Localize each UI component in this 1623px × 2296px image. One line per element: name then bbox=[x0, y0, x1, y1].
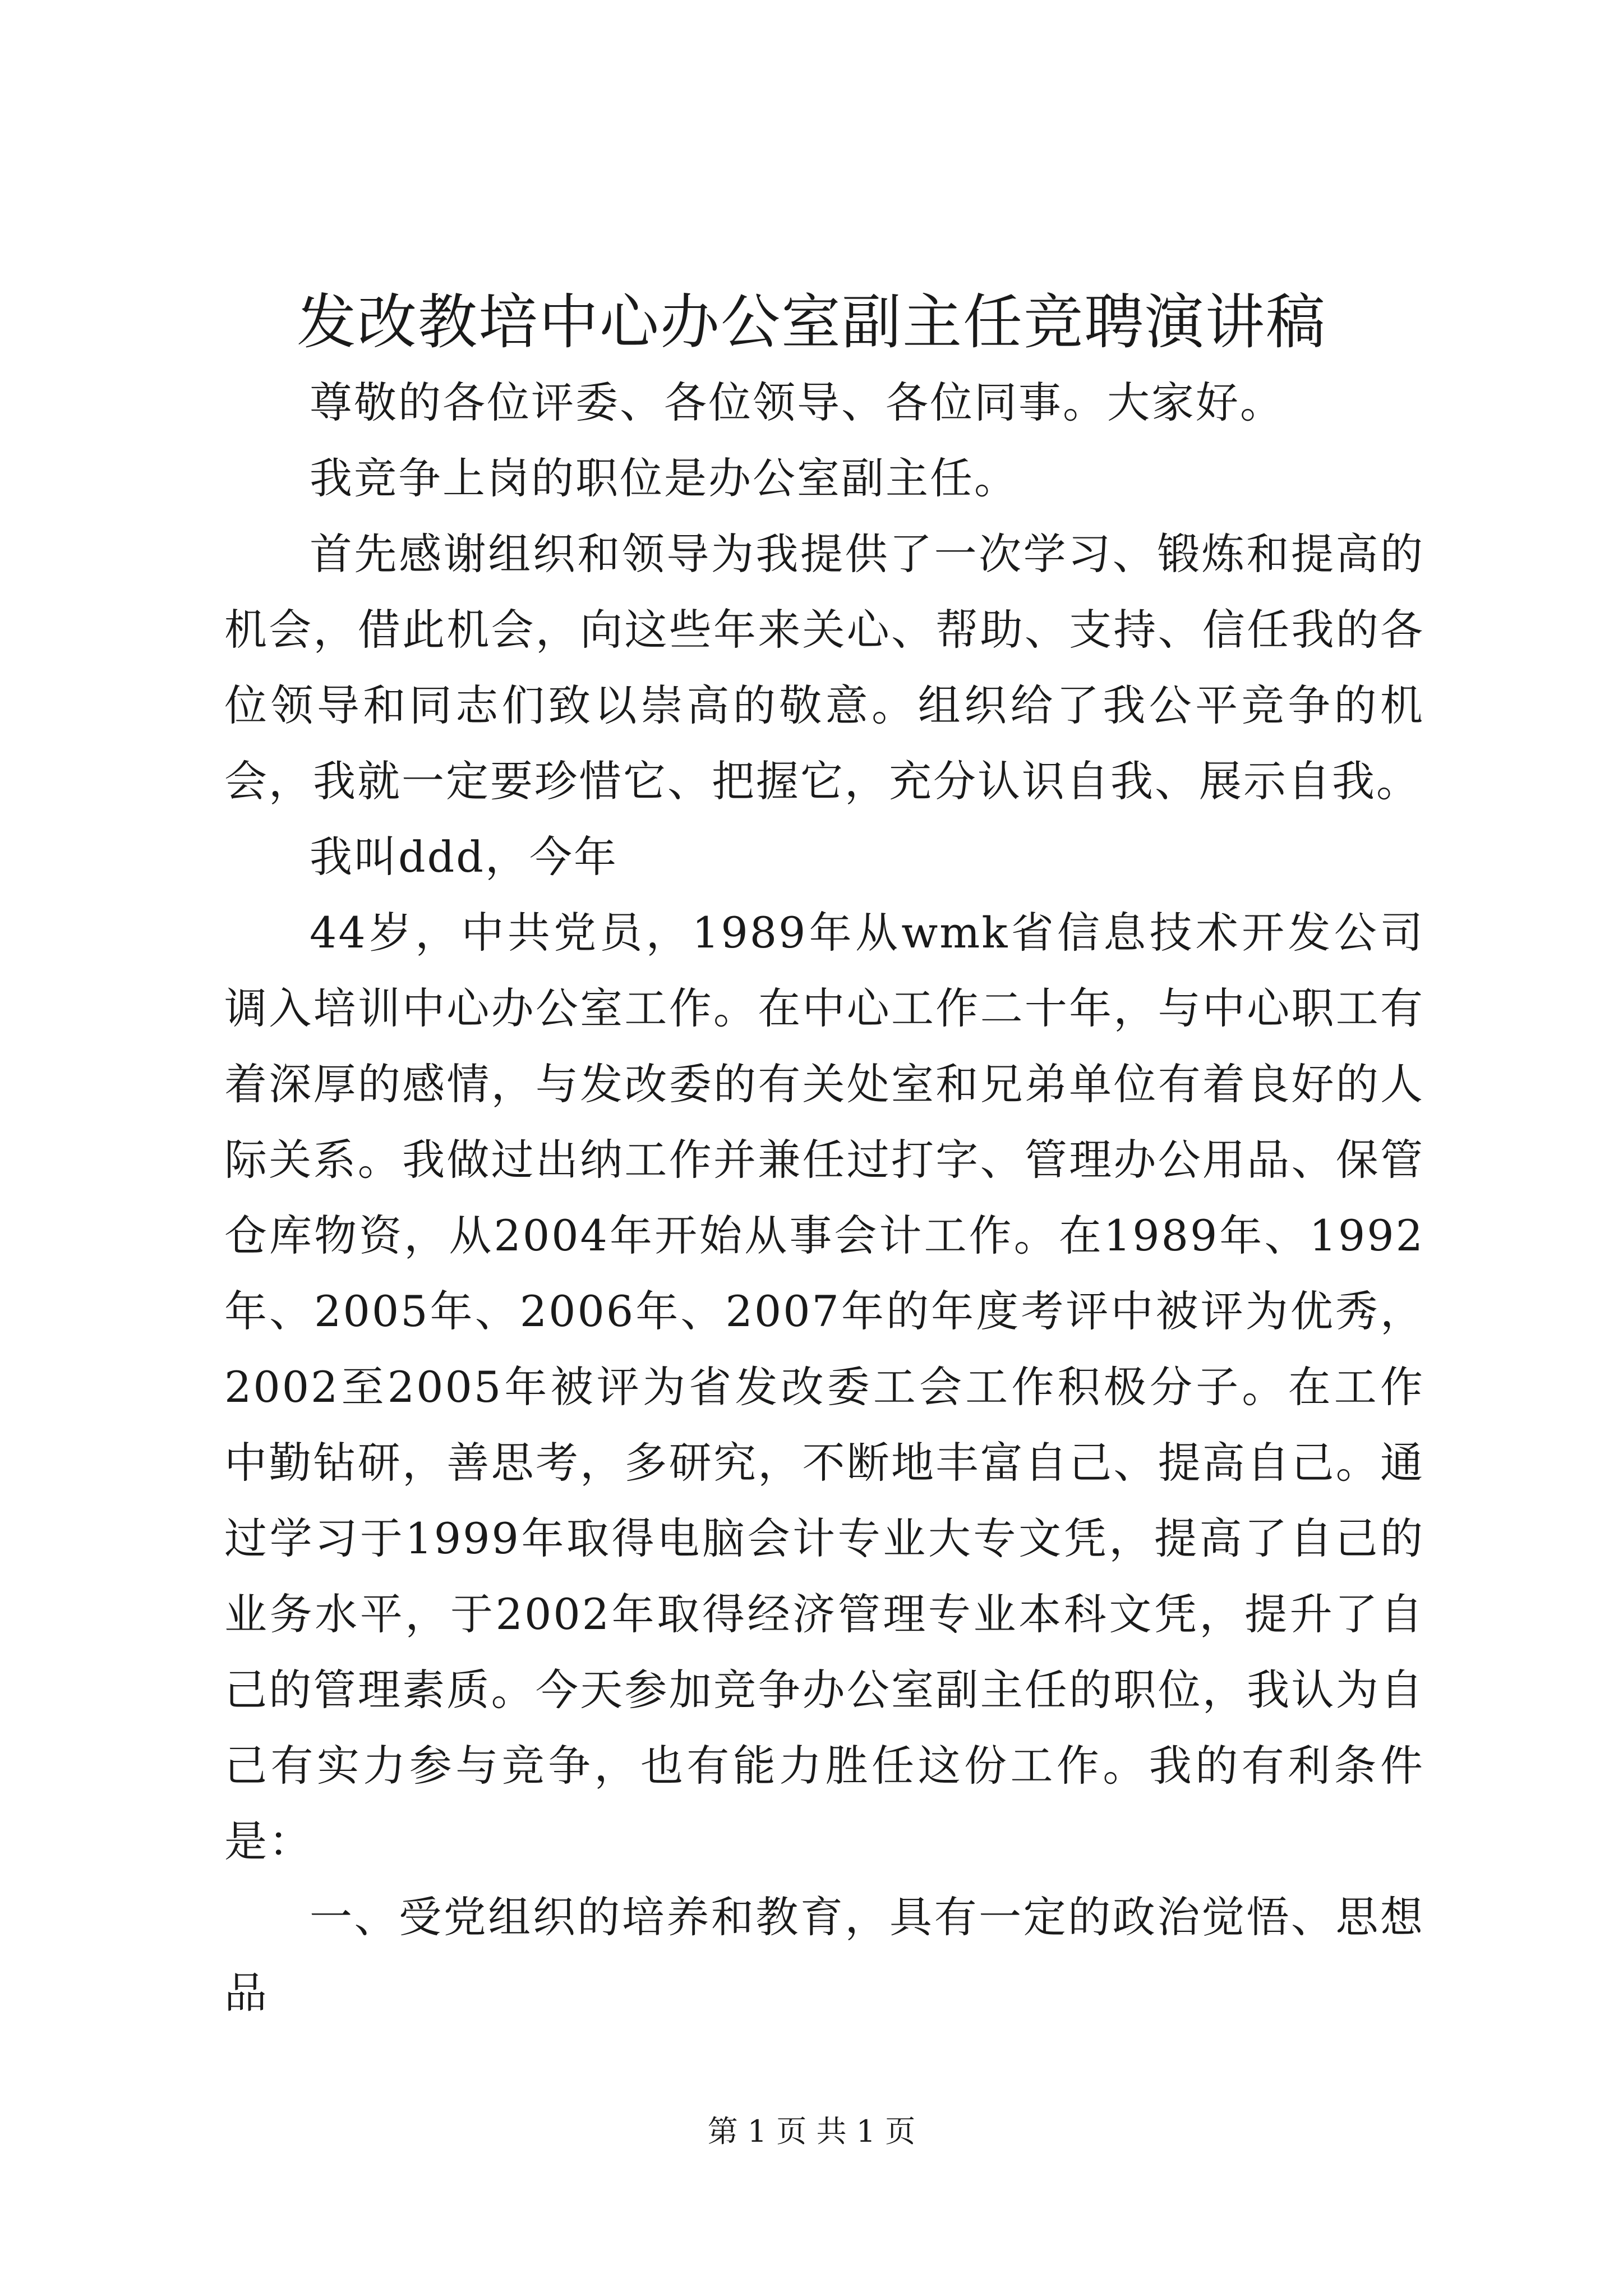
page-number-footer: 第 1 页 共 1 页 bbox=[707, 2114, 916, 2149]
paragraph-position: 我竞争上岗的职位是办公室副主任。 bbox=[310, 453, 1018, 503]
document-body bbox=[224, 365, 1424, 2031]
paragraph-thanks: 首先感谢组织和领导为我提供了一次学习、锻炼和提高的机会，借此机会，向这些年来关心、帮助、支持、信任我的各位领导和同志们致以崇高的敬意。组织给了我公平竞争的机会，我就一定要珍惜它、把握它，充分认识自我、展示自我。 bbox=[224, 529, 1424, 806]
document-title: 发改教培中心办公室副主任竞聘演讲稿 bbox=[297, 288, 1326, 357]
paragraph-background: 44岁，中共党员，1989年从wmk省信息技术开发公司调入培训中心办公室工作。在中心工作二十年，与中心职工有着深厚的感情，与发改委的有关处室和兄弟单位有着良好的人际关系。我做过出纳工作并兼任过打字、管理办公用品、保管仓库物资，从2004年开始从事会计工作。在1989年、1992年、2005年、2006年、2007年的年度考评中被评为优秀，2002至2005年被评为省发改委工会工作积极分子。在工作中勤钻研，善思考，多研究，不断地丰富自己、提高自己。通过学习于1999年取得电脑会计专业大专文凭，提高了自己的业务水平，于2002年取得经济管理专业本科文凭，提升了自己的管理素质。今天参加竞争办公室副主任的职位，我认为自己有实力参与竞争，也有能力胜任这份工作。我的有利条件是： bbox=[224, 908, 1424, 1866]
paragraph-greeting: 尊敬的各位评委、各位领导、各位同事。大家好。 bbox=[310, 378, 1284, 427]
paragraph-condition-one: 一、受党组织的培养和教育，具有一定的政治觉悟、思想品 bbox=[224, 1892, 1424, 2018]
paragraph-name: 我叫ddd，今年 bbox=[310, 832, 618, 882]
